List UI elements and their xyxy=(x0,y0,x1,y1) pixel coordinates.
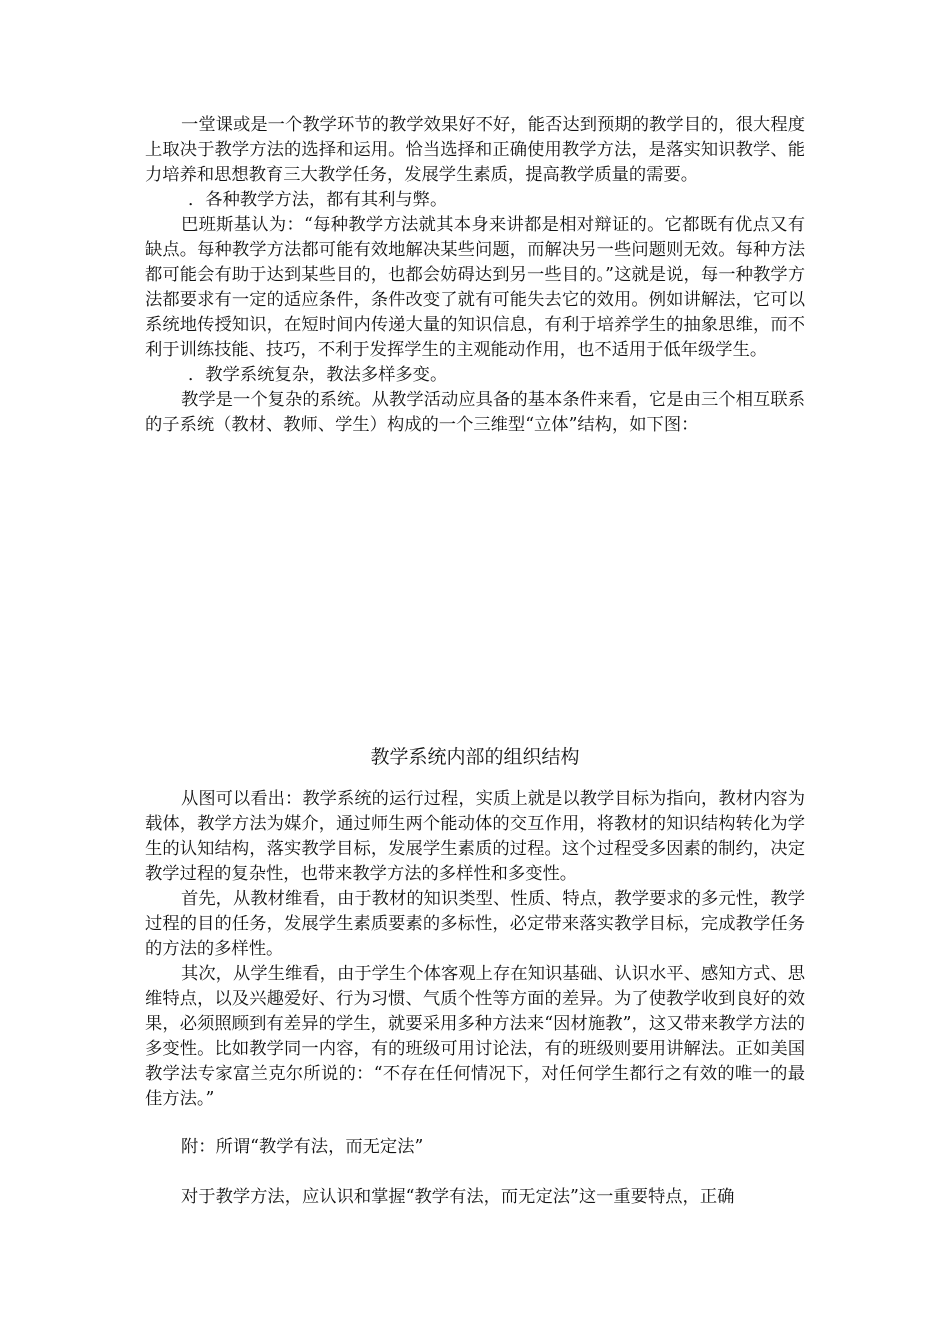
student-dimension-paragraph: 其次，从学生维看，由于学生个体客观上存在知识基础、认识水平、感知方式、思维特点，以及兴趣爱好、行为习惯、气质个性等方面的差异。为了使教学收到良好的效果，必须照顾到有差异的学生，就要采用多种方法来“因材施教”，这又带来教学方法的多变性。比如教学同一内容，有的班级可用讨论法，有的班级则要用讲解法。正如美国教学法专家富兰克尔所说的：“不存在任何情况下，对任何学生都行之有效的唯一的最佳方法。” xyxy=(145,964,805,1109)
figure-caption: 教学系统内部的组织结构 xyxy=(370,746,580,768)
figure-placeholder xyxy=(145,500,805,735)
appendix-heading: 附：所谓“教学有法，而无定法” xyxy=(181,1137,424,1157)
figure-explanation-paragraph: 从图可以看出：教学系统的运行过程，实质上就是以教学目标为指向，教材内容为载体，教学方法为媒介，通过师生两个能动体的交互作用，将教材的知识结构转化为学生的认知结构，落实教学目标，发展学生素质的过程。这个过程受多因素的制约，决定教学过程的复杂性，也带来教学方法的多样性和多变性。 xyxy=(145,789,805,884)
babansky-paragraph: 巴班斯基认为：“每种教学方法就其本身来讲都是相对辩证的。它都既有优点又有缺点。每种教学方法都可能有效地解决某些问题，而解决另一些问题则无效。每种方法都可能会有助于达到某些目的，也都会妨碍达到另一些目的。”这就是说，每一种教学方法都要求有一定的适应条件，条件改变了就有可能失去它的效用。例如讲解法，它可以系统地传授知识，在短时间内传递大量的知识信息，有利于培养学生的抽象思维，而不利于训练技能、技巧，不利于发挥学生的主观能动作用，也不适用于低年级学生。 xyxy=(145,215,805,360)
closing-text xyxy=(145,1185,805,1210)
intro-paragraph: 一堂课或是一个教学环节的教学效果好不好，能否达到预期的教学目的，很大程度上取决于教学方法的选择和运用。恰当选择和正确使用教学方法，是落实知识教学、能力培养和思想教育三大教学任务，发展学生素质，提高教学质量的需要。 xyxy=(145,115,805,185)
point-two-heading: ．教学系统复杂，教法多样多变。 xyxy=(188,365,448,385)
body-text-bottom xyxy=(145,787,805,1112)
body-text-top xyxy=(145,113,805,438)
system-paragraph: 教学是一个复杂的系统。从教学活动应具备的基本条件来看，它是由三个相互联系的子系统（教材、教师、学生）构成的一个三维型“立体”结构，如下图： xyxy=(145,390,805,435)
appendix-note xyxy=(145,1135,805,1160)
closing-paragraph: 对于教学方法，应认识和掌握“教学有法，而无定法”这一重要特点，正确 xyxy=(181,1187,735,1207)
textbook-dimension-paragraph: 首先，从教材维看，由于教材的知识类型、性质、特点，教学要求的多元性，教学过程的目的任务，发展学生素质要素的多标性，必定带来落实教学目标，完成教学任务的方法的多样性。 xyxy=(145,889,805,959)
point-one-heading: ．各种教学方法，都有其利与弊。 xyxy=(188,190,448,210)
